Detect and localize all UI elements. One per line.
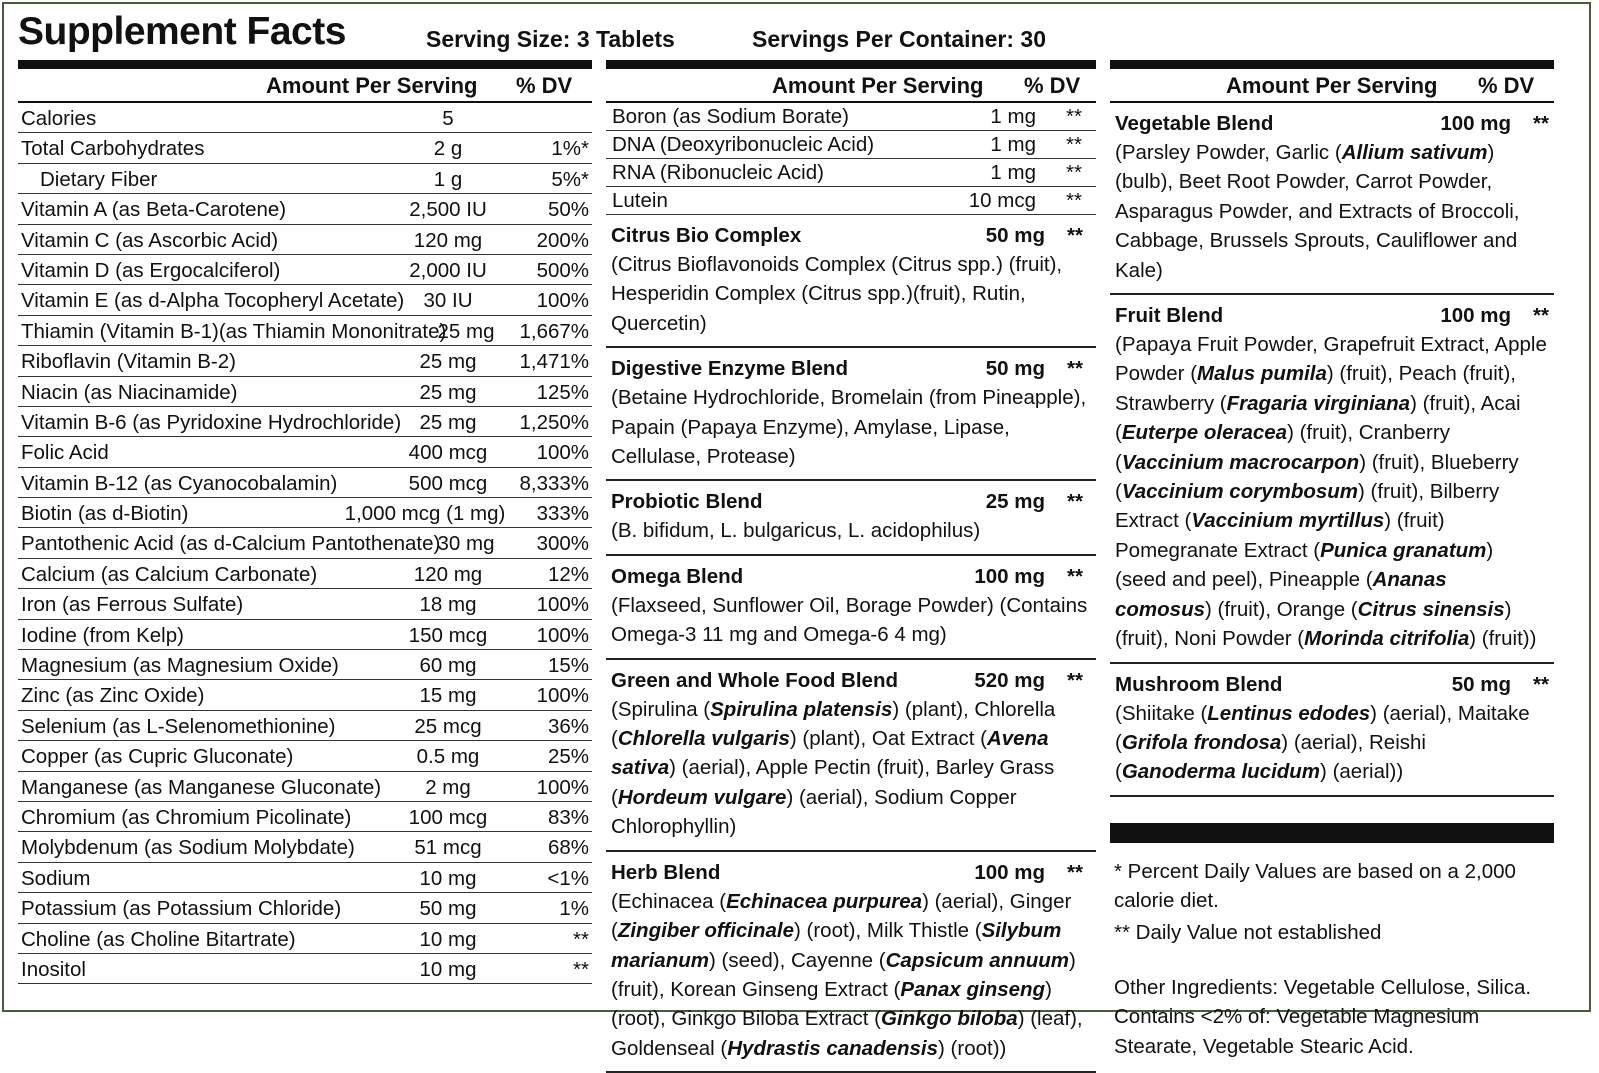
blend-block xyxy=(606,660,1096,852)
ingredient-amount: 10 mcg xyxy=(968,189,1036,212)
column-header xyxy=(18,69,592,103)
blend-name: Fruit Blend xyxy=(1115,304,1224,328)
nutrient-dv: 25% xyxy=(547,745,589,769)
ingredient-text: )(root), Ginkgo Biloba Extract ( xyxy=(611,977,1052,1031)
nutrient-dv: ** xyxy=(573,957,589,981)
nutrient-name: Sodium xyxy=(21,866,91,890)
nutrient-row xyxy=(18,285,592,315)
blend-dv: ** xyxy=(1533,304,1549,328)
blend-name: Herb Blend xyxy=(611,860,721,884)
blend-amount: 520 mg xyxy=(974,668,1045,692)
column-header xyxy=(1110,69,1554,103)
nutrient-dv: 100% xyxy=(536,684,589,708)
nutrient-name: Choline (as Choline Bitartrate) xyxy=(21,927,296,951)
blend-name: Omega Blend xyxy=(611,564,744,588)
nutrient-dv: 83% xyxy=(547,805,589,829)
nutrient-row xyxy=(18,498,592,528)
blend-amount: 50 mg xyxy=(1451,672,1511,696)
blend-ingredients xyxy=(611,591,1091,650)
nutrient-row xyxy=(18,650,592,680)
dv-heading: % DV xyxy=(1024,73,1081,98)
nutrient-amount: 10 mg xyxy=(419,957,477,981)
botanical-name: Fragaria virginiana xyxy=(1226,391,1411,415)
ingredient-amount: 1 mg xyxy=(990,105,1036,128)
ingredient-row xyxy=(606,131,1096,159)
nutrient-dv: 1,667% xyxy=(519,319,589,343)
nutrient-name: Niacin (as Niacinamide) xyxy=(21,380,238,404)
nutrient-name: Zinc (as Zinc Oxide) xyxy=(21,684,205,708)
nutrient-amount: 51 mcg xyxy=(414,836,482,860)
nutrient-row xyxy=(18,863,592,893)
nutrient-amount: 5 xyxy=(442,107,454,130)
botanical-name: Hordeum vulgare xyxy=(617,785,787,809)
serving-size: Serving Size: 3 Tablets xyxy=(426,26,675,52)
nutrient-amount: 15 mg xyxy=(419,684,477,708)
blend-ingredients xyxy=(1115,330,1549,653)
botanical-name: Avena sativa xyxy=(611,727,1049,780)
nutrient-amount: 10 mg xyxy=(419,866,477,890)
nutrient-row xyxy=(18,680,592,710)
simple-ingredient-list xyxy=(606,103,1096,215)
ingredient-row xyxy=(606,159,1096,187)
ingredient-text: ) (aerial)) xyxy=(1320,760,1404,784)
nutrient-row xyxy=(18,528,592,558)
blend-dv: ** xyxy=(1067,564,1083,588)
nutrient-name: Thiamin (Vitamin B-1)(as Thiamin Mononitrate) xyxy=(21,319,447,343)
botanical-name: Vaccinium corymbosum xyxy=(1121,480,1359,504)
ingredient-text: ) (root)) xyxy=(938,1036,1007,1060)
ingredient-text: ) (aerial), Sodium Copper Chlorophyllin) xyxy=(611,785,1017,839)
nutrient-name: Riboflavin (Vitamin B-2) xyxy=(21,350,236,374)
amount-per-serving-heading: Amount Per Serving xyxy=(772,73,984,98)
nutrient-amount: 1,000 mcg (1 mg) xyxy=(344,502,506,526)
ingredient-text: (Betaine Hydrochloride, Bromelain (from Pineapple), Papain (Papaya Enzyme), Amylase, Lipase, Cellulase, Protease) xyxy=(611,386,1087,469)
botanical-name: Chlorella vulgaris xyxy=(617,727,790,751)
footnotes xyxy=(1110,857,1554,1061)
ingredient-text: (Papaya Fruit Powder, Grapefruit Extract, Apple Powder ( xyxy=(1115,333,1547,386)
nutrient-dv: 300% xyxy=(536,532,589,556)
blend-ingredients xyxy=(611,695,1091,842)
nutrient-row xyxy=(18,346,592,376)
nutrient-name: Folic Acid xyxy=(21,441,109,465)
nutrient-row xyxy=(18,437,592,467)
nutrient-name: Molybdenum (as Sodium Molybdate) xyxy=(21,836,355,860)
nutrient-row xyxy=(18,772,592,802)
nutrient-name: Magnesium (as Magnesium Oxide) xyxy=(21,654,339,678)
thick-rule xyxy=(1110,823,1554,843)
nutrient-dv: 100% xyxy=(536,593,589,617)
nutrient-row xyxy=(18,924,592,954)
ingredient-name: RNA (Ribonucleic Acid) xyxy=(612,161,824,184)
nutrient-dv: 100% xyxy=(536,775,589,799)
nutrient-dv: 125% xyxy=(536,380,589,404)
nutrient-dv: 5%* xyxy=(551,167,589,191)
nutrient-amount: 25 mg xyxy=(419,350,477,374)
nutrient-row xyxy=(18,255,592,285)
ingredient-row xyxy=(606,103,1096,131)
nutrient-row xyxy=(18,832,592,862)
blend-ingredients xyxy=(611,250,1091,338)
botanical-name: Spirulina platensis xyxy=(710,697,893,721)
blend-block xyxy=(606,556,1096,660)
nutrient-row xyxy=(18,589,592,619)
nutrient-amount: 30 IU xyxy=(423,289,473,313)
botanical-name: Ananas comosus xyxy=(1115,568,1447,621)
thick-rule xyxy=(1110,60,1554,69)
botanical-name: Zingiber officinale xyxy=(617,919,794,943)
nutrient-name: Inositol xyxy=(21,957,86,981)
ingredient-text: ) (fruit), Korean Ginseng Extract ( xyxy=(611,948,1076,1001)
nutrient-name: Calories xyxy=(21,107,97,130)
blend-amount: 100 mg xyxy=(1440,112,1511,135)
nutrient-amount: 50 mg xyxy=(419,897,477,921)
ingredient-text: ) (root), Milk Thistle ( xyxy=(794,919,982,943)
nutrient-amount: 2,000 IU xyxy=(409,258,487,282)
nutrient-row xyxy=(18,164,592,194)
botanical-name: Allium sativum xyxy=(1341,141,1488,164)
nutrient-name: Vitamin B-12 (as Cyanocobalamin) xyxy=(21,471,338,495)
nutrient-name: Chromium (as Chromium Picolinate) xyxy=(21,805,352,829)
nutrient-amount: 2 g xyxy=(433,137,463,161)
blend-name: Digestive Enzyme Blend xyxy=(611,357,848,381)
ingredient-text: ) (leaf), Goldenseal ( xyxy=(611,1007,1083,1060)
blend-ingredients xyxy=(611,383,1091,471)
blend-dv: ** xyxy=(1067,490,1083,514)
nutrient-name: Vitamin C (as Ascorbic Acid) xyxy=(21,228,279,252)
nutrient-amount: 25 mg xyxy=(419,380,477,404)
nutrient-name: Dietary Fiber xyxy=(40,167,158,191)
blend-amount: 100 mg xyxy=(974,564,1045,588)
nutrient-row xyxy=(18,377,592,407)
ingredient-text: ) (aerial), Ginger ( xyxy=(611,889,1072,943)
blend-header xyxy=(611,562,1091,591)
blend-name: Citrus Bio Complex xyxy=(611,224,802,247)
dv-not-established-footnote: ** Daily Value not established xyxy=(1114,920,1382,944)
dv-heading: % DV xyxy=(1478,73,1535,98)
nutrient-dv: 1,250% xyxy=(519,410,589,434)
ingredient-text: (Spirulina ( xyxy=(611,697,711,721)
ingredient-text: ) (fruit), Acai ( xyxy=(1115,391,1521,445)
nutrient-amount: 30 mg xyxy=(437,532,495,556)
blend-dv: ** xyxy=(1067,224,1083,247)
blend-block xyxy=(1110,664,1554,797)
label-header xyxy=(18,10,1588,56)
ingredient-name: Lutein xyxy=(612,189,668,212)
blend-block xyxy=(606,348,1096,481)
nutrient-dv: 50% xyxy=(547,198,589,222)
botanical-name: Ginkgo biloba xyxy=(881,1007,1018,1031)
blend-dv: ** xyxy=(1067,668,1083,692)
nutrient-row xyxy=(18,316,592,346)
blend-amount: 50 mg xyxy=(985,357,1045,381)
blend-block xyxy=(606,215,1096,348)
nutrient-row xyxy=(18,468,592,498)
nutrient-dv: 1%* xyxy=(551,137,589,161)
ingredient-name: DNA (Deoxyribonucleic Acid) xyxy=(612,133,875,156)
botanical-name: Euterpe oleracea xyxy=(1121,421,1288,445)
nutrient-dv: 100% xyxy=(536,289,589,313)
ingredient-dv: ** xyxy=(1066,105,1082,128)
ingredient-text: ) (fruit) Pomegranate Extract ( xyxy=(1115,509,1445,562)
column-header xyxy=(606,69,1096,103)
blend-ingredients xyxy=(1115,138,1549,285)
nutrient-dv: 100% xyxy=(536,623,589,647)
percent-dv-footnote: * Percent Daily Values are based on a 2,000 calorie diet. xyxy=(1114,859,1516,913)
column-right xyxy=(1110,60,1554,1061)
blend-list-right xyxy=(1110,103,1554,797)
ingredient-text: ) (fruit), Blueberry ( xyxy=(1115,450,1519,504)
nutrient-name: Vitamin D (as Ergocalciferol) xyxy=(21,258,281,282)
ingredient-text: ) (plant), Chlorella ( xyxy=(611,697,1056,751)
blend-header xyxy=(611,666,1091,695)
ingredient-text: ) (aerial), Maitake ( xyxy=(1115,701,1530,754)
ingredient-text: ) (fruit), Peach (fruit), Strawberry ( xyxy=(1115,362,1516,415)
nutrient-row xyxy=(18,741,592,771)
blend-name: Vegetable Blend xyxy=(1115,112,1274,135)
nutrient-amount: 100 mcg xyxy=(408,805,488,829)
nutrient-row xyxy=(18,620,592,650)
nutrient-amount: 1 g xyxy=(433,167,463,191)
nutrient-dv: <1% xyxy=(547,866,589,890)
label-title: Supplement Facts xyxy=(18,10,346,53)
ingredient-text: (Flaxseed, Sunflower Oil, Borage Powder) (Contains Omega-3 11 mg and Omega-6 4 mg) xyxy=(611,593,1088,647)
blend-dv: ** xyxy=(1533,672,1549,696)
amount-per-serving-heading: Amount Per Serving xyxy=(266,73,478,98)
ingredient-dv: ** xyxy=(1066,133,1082,156)
nutrient-dv: 500% xyxy=(536,258,589,282)
nutrient-name: Biotin (as d-Biotin) xyxy=(21,502,189,526)
ingredient-text: (Echinacea ( xyxy=(611,889,727,913)
ingredient-text: ) (seed), Cayenne ( xyxy=(708,948,886,972)
dv-heading: % DV xyxy=(516,73,573,98)
botanical-name: Punica granatum xyxy=(1320,538,1487,562)
botanical-name: Grifola frondosa xyxy=(1121,730,1282,754)
nutrient-name: Vitamin B-6 (as Pyridoxine Hydrochloride) xyxy=(21,410,402,434)
nutrient-dv: 15% xyxy=(547,654,589,678)
nutrient-dv: 36% xyxy=(547,714,589,738)
blend-name: Green and Whole Food Blend xyxy=(611,668,898,692)
nutrient-row xyxy=(18,802,592,832)
blend-amount: 100 mg xyxy=(1440,304,1511,328)
nutrient-dv: 8,333% xyxy=(519,471,589,495)
ingredient-dv: ** xyxy=(1066,161,1082,184)
nutrient-name: Manganese (as Manganese Gluconate) xyxy=(21,775,382,799)
ingredient-text: ) (fruit), Noni Powder ( xyxy=(1115,597,1512,651)
nutrient-dv: 12% xyxy=(547,562,589,586)
column-left xyxy=(18,60,592,984)
blend-amount: 25 mg xyxy=(985,490,1045,514)
ingredient-amount: 1 mg xyxy=(990,133,1036,156)
ingredient-text: ) (fruit)) xyxy=(1469,627,1537,651)
nutrient-name: Selenium (as L-Selenomethionine) xyxy=(21,714,336,738)
blend-dv: ** xyxy=(1533,112,1549,135)
nutrient-amount: 120 mg xyxy=(413,562,483,586)
ingredient-text: ) (fruit), Cranberry ( xyxy=(1115,421,1450,474)
blend-header xyxy=(611,221,1091,250)
nutrient-name: Iron (as Ferrous Sulfate) xyxy=(21,593,244,617)
blend-block xyxy=(1110,103,1554,295)
nutrient-amount: 60 mg xyxy=(419,654,477,678)
blend-header xyxy=(1115,109,1549,138)
blend-header xyxy=(611,354,1091,383)
nutrient-row xyxy=(18,194,592,224)
column-middle xyxy=(606,60,1096,1073)
ingredient-row xyxy=(606,187,1096,215)
other-ingredients: Other Ingredients: Vegetable Cellulose, Silica. Contains <2% of: Vegetable Magnesium Stearate, Vegetable Stearic Acid. xyxy=(1114,975,1532,1058)
supplement-facts-label xyxy=(2,2,1591,1060)
blend-dv: ** xyxy=(1067,860,1083,884)
ingredient-amount: 1 mg xyxy=(990,161,1036,184)
nutrient-dv: 100% xyxy=(536,441,589,465)
nutrient-amount: 120 mg xyxy=(413,228,483,252)
botanical-name: Capsicum annuum xyxy=(885,948,1069,972)
nutrient-row xyxy=(18,225,592,255)
ingredient-dv: ** xyxy=(1066,189,1082,212)
botanical-name: Malus pumila xyxy=(1197,362,1327,386)
ingredient-text: (B. bifidum, L. bulgaricus, L. acidophilus) xyxy=(611,519,981,543)
nutrient-amount: 2 mg xyxy=(425,775,471,799)
nutrient-name: Pantothenic Acid (as d-Calcium Pantothenate) xyxy=(21,532,441,556)
blend-name: Mushroom Blend xyxy=(1115,672,1283,696)
nutrient-amount: 10 mg xyxy=(419,927,477,951)
nutrient-amount: 400 mcg xyxy=(408,441,488,465)
ingredient-text: ) (aerial), Apple Pectin (fruit), Barley Grass ( xyxy=(611,756,1055,809)
blend-list-middle xyxy=(606,215,1096,1073)
ingredient-text: ) (fruit), Bilberry Extract ( xyxy=(1115,480,1500,533)
nutrient-name: Total Carbohydrates xyxy=(21,137,205,161)
nutrient-amount: 18 mg xyxy=(419,593,477,617)
nutrient-row xyxy=(18,954,592,984)
nutrient-dv: 1% xyxy=(559,897,589,921)
nutrient-dv: 68% xyxy=(547,836,589,860)
blend-dv: ** xyxy=(1067,357,1083,381)
blend-amount: 100 mg xyxy=(974,860,1045,884)
blend-header xyxy=(1115,670,1549,699)
botanical-name: Lentinus edodes xyxy=(1207,701,1371,725)
botanical-name: Panax ginseng xyxy=(900,977,1046,1001)
blend-ingredients xyxy=(611,516,1091,545)
blend-amount: 50 mg xyxy=(985,224,1045,247)
botanical-name: Ganoderma lucidum xyxy=(1121,760,1321,784)
nutrient-amount: 25 mcg xyxy=(414,714,482,738)
nutrient-row xyxy=(18,103,592,133)
blend-ingredients xyxy=(1115,699,1549,787)
nutrient-amount: 25 mg xyxy=(419,410,477,434)
ingredient-text: ) (fruit), Orange ( xyxy=(1205,597,1358,621)
nutrient-dv: 1,471% xyxy=(519,350,589,374)
ingredient-text: (Citrus Bioflavonoids Complex (Citrus spp.) (fruit), Hesperidin Complex (Citrus spp.)(fruit), Rutin, Quercetin) xyxy=(611,253,1063,335)
botanical-name: Echinacea purpurea xyxy=(726,889,923,913)
nutrient-name: Vitamin A (as Beta-Carotene) xyxy=(21,198,287,222)
amount-per-serving-heading: Amount Per Serving xyxy=(1226,73,1438,98)
botanical-name: Morinda citrifolia xyxy=(1304,627,1470,651)
nutrient-row xyxy=(18,133,592,163)
nutrient-table xyxy=(18,103,592,984)
nutrient-row xyxy=(18,407,592,437)
blend-block xyxy=(606,481,1096,555)
botanical-name: Silybum marianum xyxy=(611,919,1062,972)
nutrient-amount: 0.5 mg xyxy=(416,745,480,769)
blend-block xyxy=(1110,295,1554,663)
nutrient-amount: 25 mg xyxy=(437,319,495,343)
botanical-name: Hydrastis canadensis xyxy=(727,1036,939,1060)
nutrient-dv: 200% xyxy=(536,228,589,252)
ingredient-text: (Parsley Powder, Garlic ( xyxy=(1115,141,1342,164)
nutrient-name: Vitamin E (as d-Alpha Tocopheryl Acetate) xyxy=(21,289,405,313)
blend-header xyxy=(611,487,1091,516)
botanical-name: Vaccinium myrtillus xyxy=(1191,509,1385,533)
ingredient-text: ) (bulb), Beet Root Powder, Carrot Powder, Asparagus Powder, and Extracts of Broccoli, Cabbage, Brussels Sprouts, Cauliflower and Kale) xyxy=(1115,141,1520,282)
ingredient-text: ) (plant), Oat Extract ( xyxy=(789,727,987,751)
botanical-name: Vaccinium macrocarpon xyxy=(1121,450,1360,474)
ingredient-text: (Shiitake ( xyxy=(1115,701,1208,725)
thick-rule xyxy=(606,60,1096,69)
ingredient-name: Boron (as Sodium Borate) xyxy=(612,105,850,128)
nutrient-name: Iodine (from Kelp) xyxy=(21,623,184,647)
nutrient-name: Calcium (as Calcium Carbonate) xyxy=(21,562,318,586)
nutrient-amount: 2,500 IU xyxy=(409,198,487,222)
blend-block xyxy=(606,852,1096,1073)
blend-header xyxy=(611,858,1091,887)
servings-per-container: Servings Per Container: 30 xyxy=(752,26,1046,52)
nutrient-row xyxy=(18,893,592,923)
blend-ingredients xyxy=(611,887,1091,1063)
nutrient-amount: 500 mcg xyxy=(408,471,488,495)
nutrient-row xyxy=(18,711,592,741)
thick-rule xyxy=(18,60,592,69)
blend-name: Probiotic Blend xyxy=(611,490,763,514)
nutrient-dv: ** xyxy=(573,927,589,951)
nutrient-dv: 333% xyxy=(536,502,589,526)
nutrient-row xyxy=(18,559,592,589)
nutrient-name: Potassium (as Potassium Chloride) xyxy=(21,897,342,921)
blend-header xyxy=(1115,301,1549,330)
ingredient-text: ) (aerial), Reishi ( xyxy=(1115,730,1426,784)
nutrient-name: Copper (as Cupric Gluconate) xyxy=(21,745,294,769)
nutrient-amount: 150 mcg xyxy=(408,623,488,647)
botanical-name: Citrus sinensis xyxy=(1357,597,1505,621)
ingredient-text: ) (seed and peel), Pineapple ( xyxy=(1115,538,1494,592)
